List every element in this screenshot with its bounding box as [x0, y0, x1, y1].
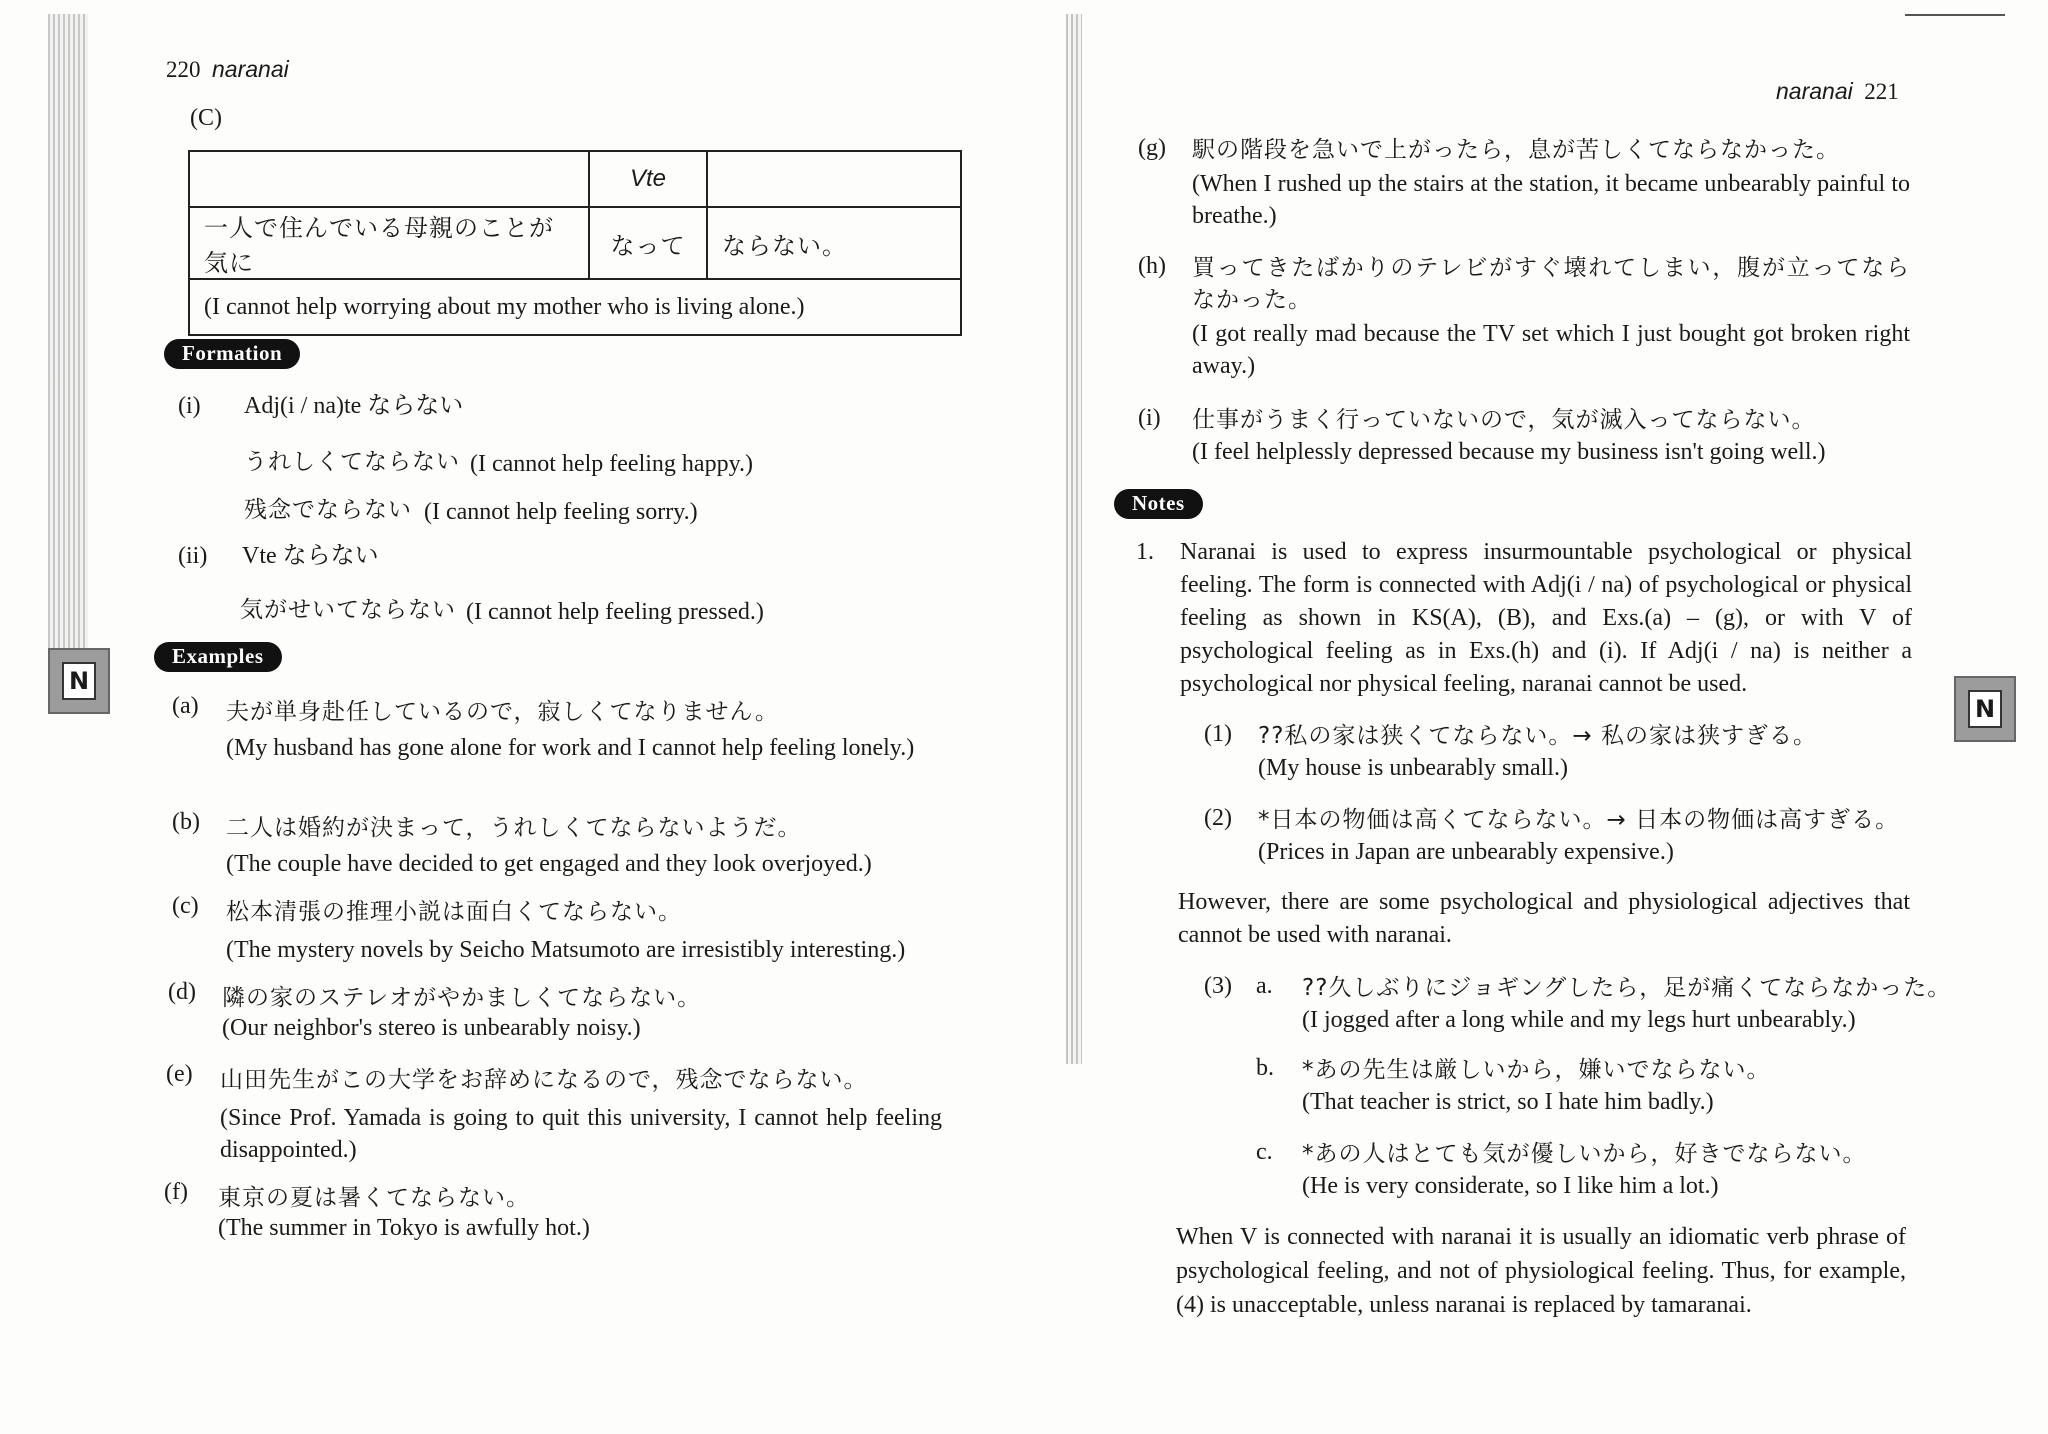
section-thumb-tab-right: [1954, 676, 2016, 742]
sub-item-jp: ??久しぶりにジョギングしたら，足が痛くてならなかった。: [1302, 975, 1952, 1001]
sub-item-en: (That teacher is strict, so I hate him badly.): [1302, 1089, 1714, 1115]
running-head-title: naranai: [1776, 78, 1853, 104]
table-cell: なって: [589, 207, 707, 279]
sub-example-en: (Prices in Japan are unbearably expensive.): [1258, 839, 1674, 865]
table-cell: 一人で住んでいる母親のことが気に: [189, 207, 589, 279]
example-jp: 松本清張の推理小説は面白くてならない。: [226, 899, 682, 925]
sub-item-jp: *あの人はとても気が優しいから，好きでならない。: [1302, 1141, 1867, 1167]
sub-example-jp: *日本の物価は高くてならない。→ 日本の物価は高すぎる。: [1258, 807, 1900, 833]
sub-example-label: (1): [1204, 721, 1232, 747]
ks-label: (C): [190, 105, 222, 131]
example-label: (b): [172, 809, 200, 835]
example-label: (g): [1138, 135, 1166, 161]
sub-item-label: a.: [1256, 973, 1273, 999]
table-cell: ならない。: [707, 207, 961, 279]
example-en: (When I rushed up the stairs at the station, it became unbearably painful to breathe.): [1192, 171, 1910, 229]
example-label: (a): [172, 693, 199, 719]
formation-pattern: Vte ならない: [242, 543, 379, 569]
sub-example-jp: ??私の家は狭くてならない。→ 私の家は狭すぎる。: [1258, 723, 1817, 749]
formation-heading: Formation: [164, 339, 300, 369]
example-jp: 隣の家のステレオがやかましくてならない。: [222, 985, 702, 1011]
formation-marker: (i): [178, 393, 201, 419]
table-header-cell: Vte: [589, 151, 707, 207]
table-header-cell: [707, 151, 961, 207]
note-number: 1.: [1136, 539, 1154, 565]
sub-example-label: (3): [1204, 973, 1232, 999]
key-sentence-table: [188, 150, 962, 336]
example-label: (i): [1138, 405, 1161, 431]
example-en: (Our neighbor's stereo is unbearably noisy.): [222, 1015, 641, 1041]
example-en: (I feel helplessly depressed because my business isn't going well.): [1192, 439, 1826, 465]
section-thumb-tab-left: [48, 648, 110, 714]
example-jp: 仕事がうまく行っていないので，気が滅入ってならない。: [1192, 407, 1816, 433]
sub-item-label: c.: [1256, 1139, 1273, 1165]
example-label: (e): [166, 1061, 193, 1087]
scan-binding-shadow-left: [48, 14, 88, 654]
formation-example-jp: 残念でならない: [244, 497, 412, 523]
example-jp: 駅の階段を急いで上がったら，息が苦しくてならなかった。: [1192, 137, 1840, 163]
sub-example-en: (My house is unbearably small.): [1258, 755, 1568, 781]
example-jp: 山田先生がこの大学をお辞めになるので，残念でならない。: [220, 1067, 868, 1093]
left-running-head: [166, 56, 289, 83]
formation-example-en: (I cannot help feeling pressed.): [466, 599, 764, 625]
formation-example-en: (I cannot help feeling happy.): [470, 451, 753, 477]
sub-example-label: (2): [1204, 805, 1232, 831]
formation-example-jp: うれしくてならない: [244, 449, 460, 475]
example-en: (The couple have decided to get engaged and they look overjoyed.): [226, 851, 872, 877]
examples-heading: Examples: [154, 642, 282, 672]
page-number: 220: [166, 57, 201, 82]
however-paragraph: However, there are some psychological and physiological adjectives that cannot be used with naranai.: [1178, 889, 1910, 948]
example-en: (My husband has gone alone for work and I cannot help feeling lonely.): [226, 735, 915, 761]
example-label: (c): [172, 893, 199, 919]
tab-letter: N: [1968, 690, 2002, 728]
page-number: 221: [1864, 79, 1899, 104]
tab-letter: N: [62, 662, 96, 700]
right-running-head: [1776, 78, 1899, 105]
example-en: (The mystery novels by Seicho Matsumoto are irresistibly interesting.): [226, 937, 906, 963]
example-jp: 夫が単身赴任しているので，寂しくてなりません。: [226, 699, 779, 725]
example-jp: 東京の夏は暑くてならない。: [218, 1185, 530, 1211]
formation-example-en: (I cannot help feeling sorry.): [424, 499, 698, 525]
sub-item-en: (I jogged after a long while and my legs hurt unbearably.): [1302, 1007, 1856, 1033]
table-translation: (I cannot help worrying about my mother who is living alone.): [189, 279, 961, 335]
example-label: (f): [164, 1179, 188, 1205]
final-paragraph: When V is connected with naranai it is usually an idiomatic verb phrase of psychological feeling, and not of physiological feeling. Thus, for example, (4) is unacceptable, unless naranai is replaced by tamaranai.: [1176, 1224, 1906, 1318]
formation-marker: (ii): [178, 543, 208, 569]
example-en: (I got really mad because the TV set which I just bought got broken right away.): [1192, 321, 1910, 379]
sub-item-en: (He is very considerate, so I like him a lot.): [1302, 1173, 1719, 1199]
formation-example-jp: 気がせいてならない: [240, 597, 456, 623]
example-label: (d): [168, 979, 196, 1005]
scan-binding-shadow-center: [1066, 14, 1082, 1064]
scan-edge-line: [1905, 14, 2005, 16]
example-en: (The summer in Tokyo is awfully hot.): [218, 1215, 590, 1241]
example-en: (Since Prof. Yamada is going to quit this university, I cannot help feeling disappointed.): [220, 1105, 942, 1163]
example-jp: 買ってきたばかりのテレビがすぐ壊れてしまい，腹が立ってならなかった。: [1192, 255, 1910, 313]
running-head-title: naranai: [212, 56, 289, 82]
table-header-cell: [189, 151, 589, 207]
formation-pattern: Adj(i / na)te ならない: [244, 393, 464, 419]
sub-item-label: b.: [1256, 1055, 1274, 1081]
example-label: (h): [1138, 253, 1166, 279]
sub-item-jp: *あの先生は厳しいから，嫌いでならない。: [1302, 1057, 1771, 1083]
note-paragraph: Naranai is used to express insurmountable psychological or physical feeling. The form is connected with Adj(i / na) of psychological or physical feeling as shown in KS(A), (B), and Exs.(a) – (g), or with V of psychological feeling as in Exs.(h) and (i). If Adj(i / na) is neither a psychological nor physical feeling, naranai cannot be used.: [1180, 539, 1912, 697]
notes-heading: Notes: [1114, 489, 1203, 519]
example-jp: 二人は婚約が決まって，うれしくてならないようだ。: [226, 815, 802, 841]
